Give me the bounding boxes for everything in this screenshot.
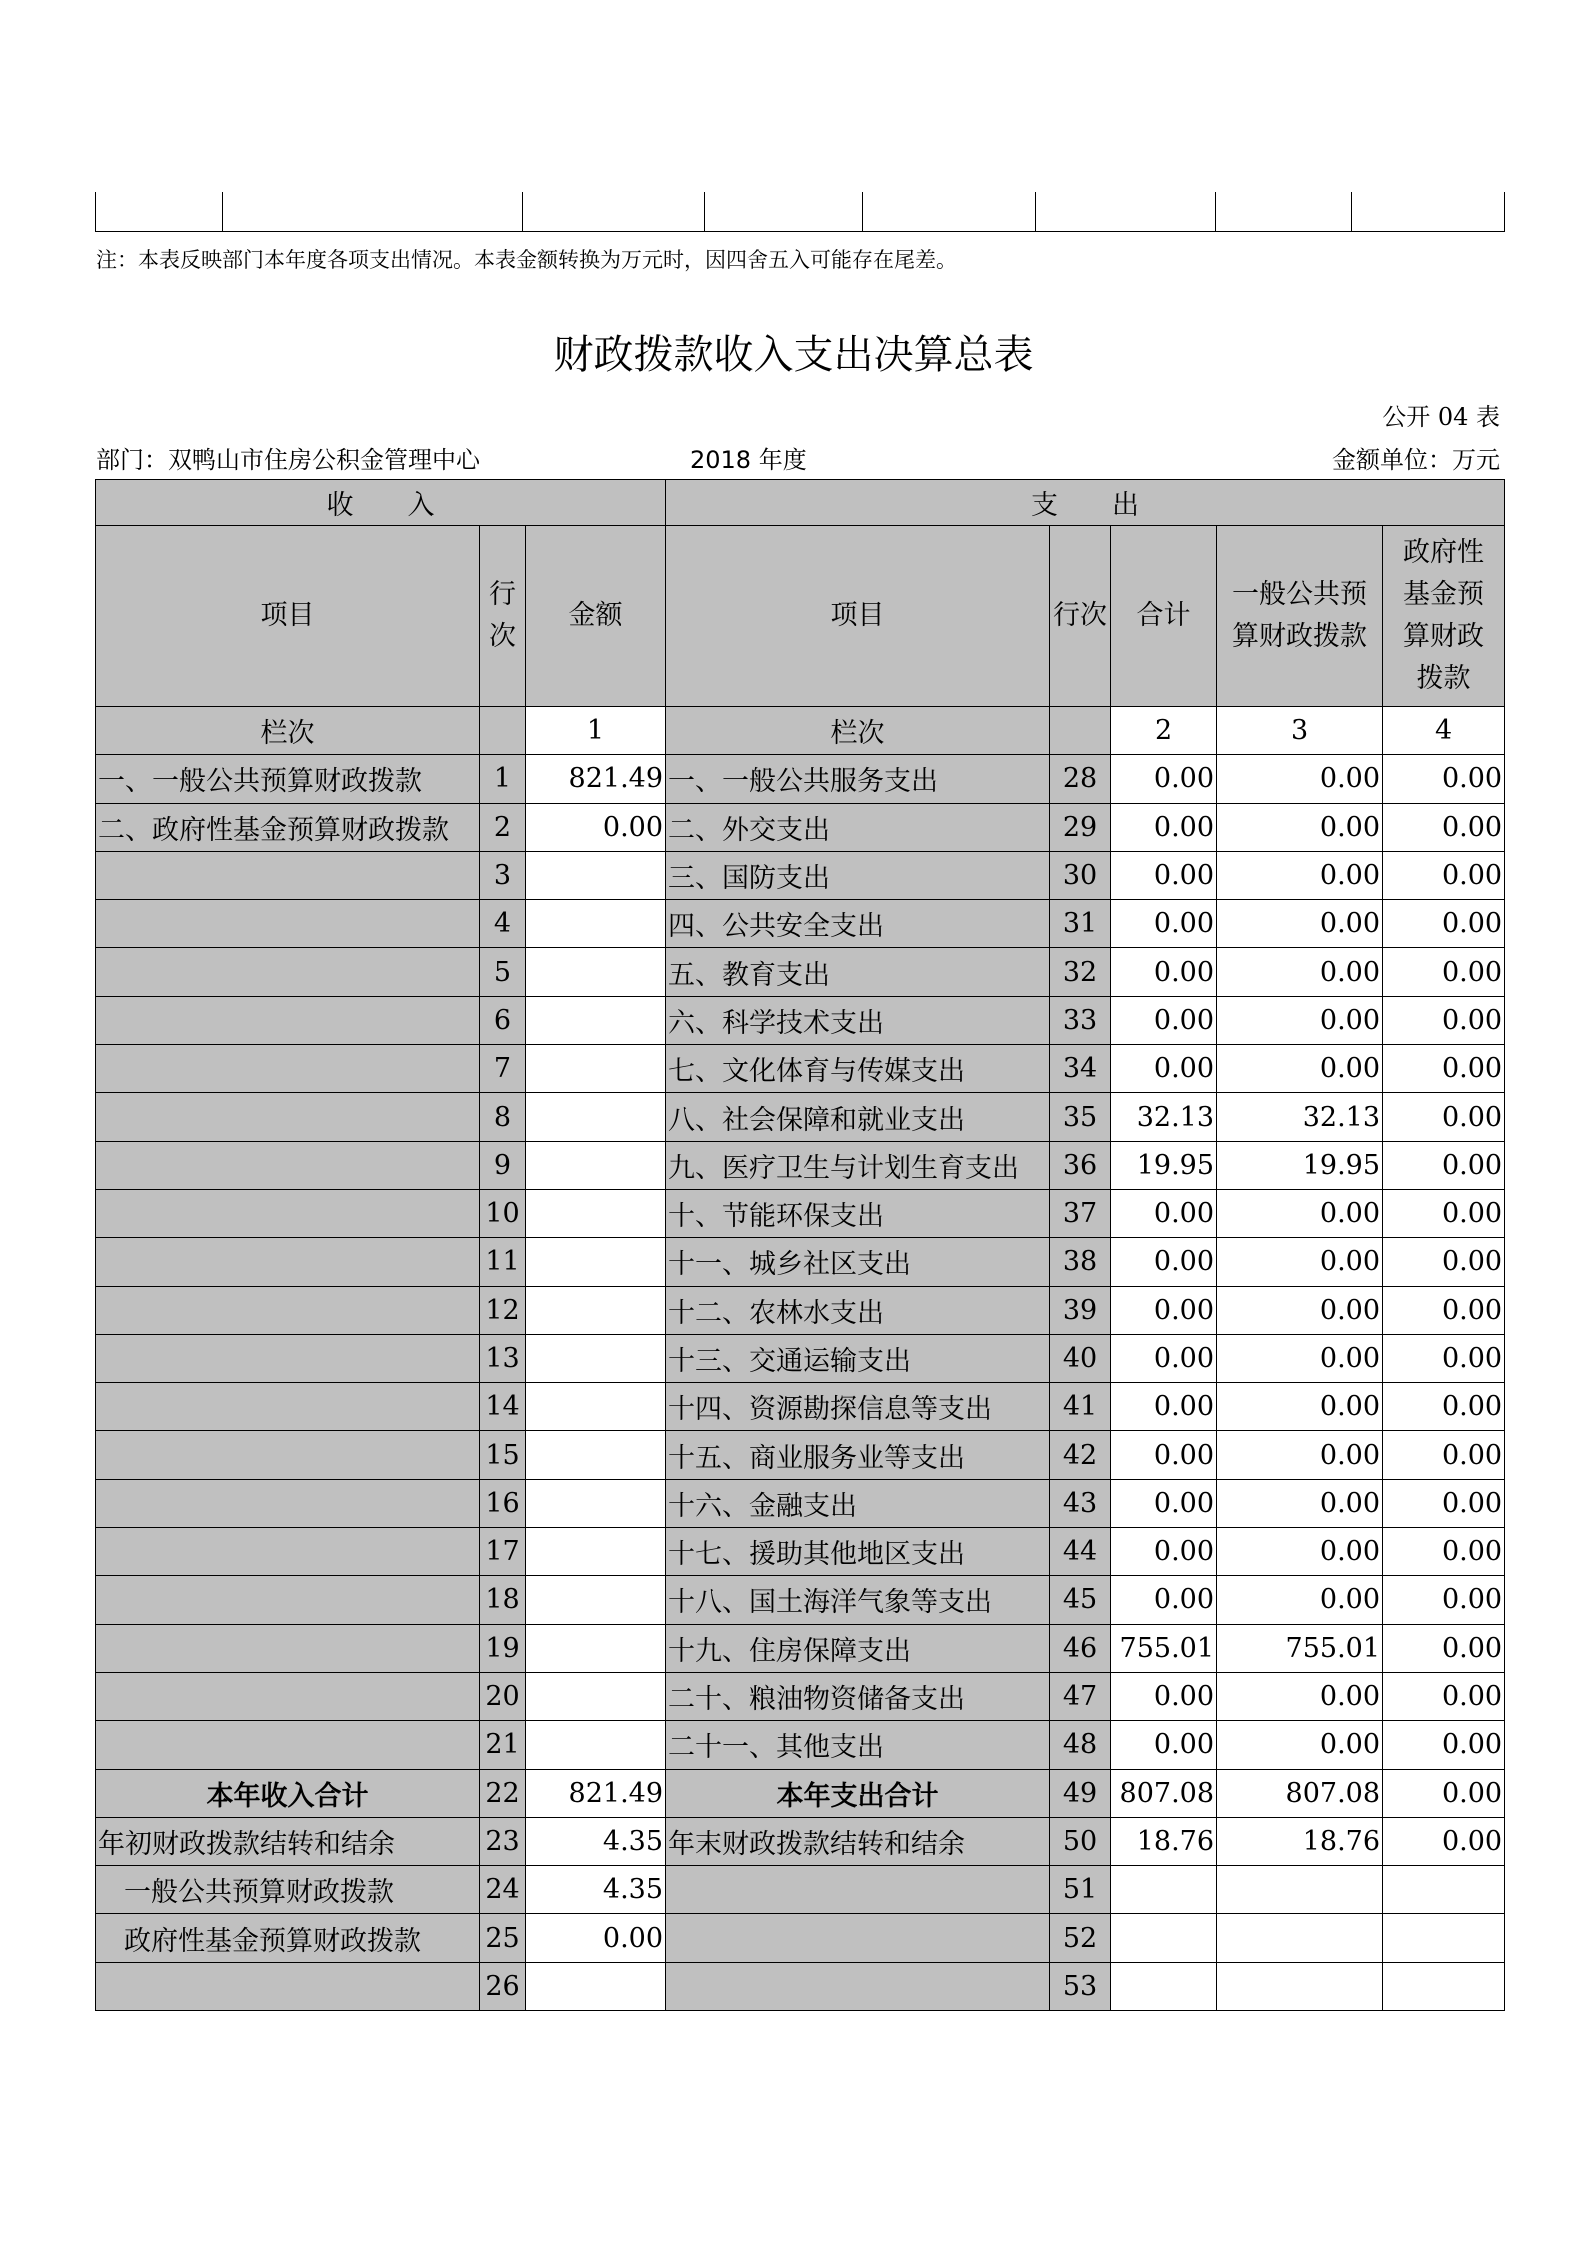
income-row-no: 11 (480, 1238, 526, 1286)
expense-item: 十七、援助其他地区支出 (666, 1528, 1050, 1576)
expense-row-no: 36 (1050, 1141, 1111, 1189)
income-item (96, 851, 480, 899)
expense-total: 0.00 (1111, 1383, 1217, 1431)
expense-row-no: 34 (1050, 1045, 1111, 1093)
income-row-no: 16 (480, 1479, 526, 1527)
expense-total: 0.00 (1111, 1045, 1217, 1093)
lanci-label: 栏次 (96, 707, 480, 755)
expense-general: 0.00 (1217, 996, 1383, 1044)
income-item: 一、一般公共预算财政拨款 (96, 755, 480, 803)
expense-general: 0.00 (1217, 755, 1383, 803)
expense-general: 0.00 (1217, 1238, 1383, 1286)
expense-general: 0.00 (1217, 900, 1383, 948)
income-amount (526, 1093, 666, 1141)
expense-row-no: 38 (1050, 1238, 1111, 1286)
expense-item: 二、外交支出 (666, 803, 1050, 851)
expense-total: 0.00 (1111, 996, 1217, 1044)
income-row-no: 5 (480, 948, 526, 996)
income-amount (526, 1383, 666, 1431)
expense-fund: 0.00 (1383, 1431, 1505, 1479)
income-amount (526, 1576, 666, 1624)
expense-total: 755.01 (1111, 1624, 1217, 1672)
income-amount (526, 1431, 666, 1479)
expense-row-no: 45 (1050, 1576, 1111, 1624)
expense-fund: 0.00 (1383, 1817, 1505, 1865)
expense-total: 0.00 (1111, 803, 1217, 851)
expense-row-no: 32 (1050, 948, 1111, 996)
expense-total: 0.00 (1111, 1576, 1217, 1624)
expense-item: 十、节能环保支出 (666, 1189, 1050, 1237)
income-row-no: 2 (480, 803, 526, 851)
expense-item: 三、国防支出 (666, 851, 1050, 899)
expense-row-no: 37 (1050, 1189, 1111, 1237)
income-amount: 0.00 (526, 1914, 666, 1962)
expense-item: 五、教育支出 (666, 948, 1050, 996)
income-item (96, 1624, 480, 1672)
expense-fund: 0.00 (1383, 803, 1505, 851)
income-item: 政府性基金预算财政拨款 (96, 1914, 480, 1962)
expense-total: 19.95 (1111, 1141, 1217, 1189)
year-label: 2018 年度 (690, 446, 807, 474)
table-row (96, 1238, 1505, 1286)
expense-row-no: 28 (1050, 755, 1111, 803)
expense-fund: 0.00 (1383, 948, 1505, 996)
expense-row-no: 30 (1050, 851, 1111, 899)
income-row-no: 25 (480, 1914, 526, 1962)
expense-section-header: 支 出 (666, 480, 1505, 526)
expense-total (1111, 1962, 1217, 2010)
expense-row-no: 44 (1050, 1528, 1111, 1576)
expense-item (666, 1962, 1050, 2010)
expense-total: 0.00 (1111, 1334, 1217, 1382)
expense-item: 十九、住房保障支出 (666, 1624, 1050, 1672)
expense-total-general: 807.08 (1217, 1769, 1383, 1817)
col-income-item: 项目 (96, 526, 480, 707)
lanci-4: 4 (1383, 707, 1505, 755)
expense-general (1217, 1866, 1383, 1914)
expense-total: 0.00 (1111, 1672, 1217, 1720)
table-row (96, 1721, 1505, 1769)
expense-total: 0.00 (1111, 1189, 1217, 1237)
expense-fund: 0.00 (1383, 1576, 1505, 1624)
income-row-no: 1 (480, 755, 526, 803)
income-item: 二、政府性基金预算财政拨款 (96, 803, 480, 851)
fiscal-summary-table (95, 479, 1505, 2011)
expense-row-no: 47 (1050, 1672, 1111, 1720)
expense-total: 0.00 (1111, 1238, 1217, 1286)
expense-fund: 0.00 (1383, 1479, 1505, 1527)
expense-total (1111, 1866, 1217, 1914)
income-row-no: 9 (480, 1141, 526, 1189)
expense-general: 19.95 (1217, 1141, 1383, 1189)
income-item (96, 1093, 480, 1141)
expense-item: 十四、资源勘探信息等支出 (666, 1383, 1050, 1431)
lanci-label: 栏次 (666, 707, 1050, 755)
expense-fund: 0.00 (1383, 1383, 1505, 1431)
table-row (96, 1576, 1505, 1624)
col-general-budget: 一般公共预算财政拨款 (1217, 526, 1383, 707)
expense-total: 0.00 (1111, 851, 1217, 899)
expense-item: 八、社会保障和就业支出 (666, 1093, 1050, 1141)
income-item (96, 948, 480, 996)
expense-total-fund: 0.00 (1383, 1769, 1505, 1817)
expense-general (1217, 1962, 1383, 2010)
income-amount (526, 1334, 666, 1382)
form-code: 公开 04 表 (1382, 403, 1500, 431)
income-item (96, 1238, 480, 1286)
expense-item: 九、医疗卫生与计划生育支出 (666, 1141, 1050, 1189)
previous-table-fragment (95, 192, 1505, 232)
expense-fund (1383, 1914, 1505, 1962)
expense-fund: 0.00 (1383, 1238, 1505, 1286)
expense-fund: 0.00 (1383, 900, 1505, 948)
income-item (96, 1672, 480, 1720)
expense-general: 0.00 (1217, 1721, 1383, 1769)
expense-total: 0.00 (1111, 948, 1217, 996)
income-row-no: 24 (480, 1866, 526, 1914)
expense-row-no: 42 (1050, 1431, 1111, 1479)
expense-row-no: 41 (1050, 1383, 1111, 1431)
expense-item: 六、科学技术支出 (666, 996, 1050, 1044)
table-row (96, 1914, 1505, 1962)
income-item (96, 1286, 480, 1334)
income-amount (526, 1045, 666, 1093)
department-label: 部门：双鸭山市住房公积金管理中心 (96, 446, 480, 474)
income-row-no: 20 (480, 1672, 526, 1720)
expense-item (666, 1914, 1050, 1962)
income-item (96, 900, 480, 948)
expense-row-no: 46 (1050, 1624, 1111, 1672)
income-amount (526, 1721, 666, 1769)
income-amount (526, 1286, 666, 1334)
expense-item: 十五、商业服务业等支出 (666, 1431, 1050, 1479)
income-item (96, 1528, 480, 1576)
expense-total: 32.13 (1111, 1093, 1217, 1141)
income-section-header: 收 入 (96, 480, 666, 526)
page-title: 财政拨款收入支出决算总表 (553, 332, 1034, 378)
expense-total: 0.00 (1111, 1721, 1217, 1769)
expense-item: 二十一、其他支出 (666, 1721, 1050, 1769)
income-item (96, 1721, 480, 1769)
expense-row-no: 43 (1050, 1479, 1111, 1527)
expense-general: 0.00 (1217, 1528, 1383, 1576)
expense-fund: 0.00 (1383, 1189, 1505, 1237)
income-amount: 4.35 (526, 1817, 666, 1865)
table-row (96, 948, 1505, 996)
expense-general: 0.00 (1217, 851, 1383, 899)
table-row (96, 1431, 1505, 1479)
table-row (96, 1479, 1505, 1527)
income-amount (526, 1479, 666, 1527)
income-amount: 821.49 (526, 755, 666, 803)
income-row-no: 3 (480, 851, 526, 899)
income-total-amount: 821.49 (526, 1769, 666, 1817)
table-row (96, 1093, 1505, 1141)
expense-item: 十三、交通运输支出 (666, 1334, 1050, 1382)
income-row-no: 12 (480, 1286, 526, 1334)
income-amount (526, 1624, 666, 1672)
income-amount (526, 996, 666, 1044)
expense-general: 0.00 (1217, 1672, 1383, 1720)
totals-row (96, 1769, 1505, 1817)
table-row (96, 1141, 1505, 1189)
expense-item: 七、文化体育与传媒支出 (666, 1045, 1050, 1093)
expense-general: 0.00 (1217, 1334, 1383, 1382)
expense-row-no: 51 (1050, 1866, 1111, 1914)
expense-row-no: 35 (1050, 1093, 1111, 1141)
expense-row-no: 40 (1050, 1334, 1111, 1382)
income-amount (526, 948, 666, 996)
expense-fund: 0.00 (1383, 1141, 1505, 1189)
expense-row-no: 53 (1050, 1962, 1111, 2010)
table-row (96, 755, 1505, 803)
income-amount (526, 900, 666, 948)
col-expense-row-no: 行次 (1050, 526, 1111, 707)
table-row (96, 1528, 1505, 1576)
expense-fund: 0.00 (1383, 1093, 1505, 1141)
income-item (96, 1576, 480, 1624)
income-amount (526, 1189, 666, 1237)
expense-total: 0.00 (1111, 1528, 1217, 1576)
expense-total-sum: 807.08 (1111, 1769, 1217, 1817)
income-item: 一般公共预算财政拨款 (96, 1866, 480, 1914)
col-expense-item: 项目 (666, 526, 1050, 707)
income-row-no: 23 (480, 1817, 526, 1865)
expense-item (666, 1866, 1050, 1914)
income-amount: 0.00 (526, 803, 666, 851)
expense-fund: 0.00 (1383, 1045, 1505, 1093)
expense-total-no: 49 (1050, 1769, 1111, 1817)
table-note: 注：本表反映部门本年度各项支出情况。本表金额转换为万元时，因四舍五入可能存在尾差。 (96, 248, 957, 272)
expense-general: 0.00 (1217, 1286, 1383, 1334)
expense-fund: 0.00 (1383, 1721, 1505, 1769)
expense-general: 0.00 (1217, 1479, 1383, 1527)
table-row (96, 803, 1505, 851)
income-row-no: 26 (480, 1962, 526, 2010)
expense-general: 0.00 (1217, 948, 1383, 996)
income-row-no: 7 (480, 1045, 526, 1093)
income-amount (526, 851, 666, 899)
income-row-no: 6 (480, 996, 526, 1044)
table-row (96, 1624, 1505, 1672)
income-row-no: 15 (480, 1431, 526, 1479)
table-row (96, 900, 1505, 948)
income-row-no: 19 (480, 1624, 526, 1672)
expense-item: 十六、金融支出 (666, 1479, 1050, 1527)
expense-general: 0.00 (1217, 803, 1383, 851)
expense-item: 四、公共安全支出 (666, 900, 1050, 948)
expense-row-no: 48 (1050, 1721, 1111, 1769)
income-row-no: 13 (480, 1334, 526, 1382)
income-item (96, 1383, 480, 1431)
lanci-3: 3 (1217, 707, 1383, 755)
income-amount (526, 1528, 666, 1576)
table-row (96, 1962, 1505, 2010)
expense-general: 18.76 (1217, 1817, 1383, 1865)
income-amount (526, 1672, 666, 1720)
expense-fund: 0.00 (1383, 755, 1505, 803)
table-row (96, 1383, 1505, 1431)
income-item: 年初财政拨款结转和结余 (96, 1817, 480, 1865)
expense-item: 十二、农林水支出 (666, 1286, 1050, 1334)
income-row-no: 8 (480, 1093, 526, 1141)
expense-general: 0.00 (1217, 1383, 1383, 1431)
expense-item: 十八、国土海洋气象等支出 (666, 1576, 1050, 1624)
income-item (96, 1431, 480, 1479)
expense-total: 0.00 (1111, 755, 1217, 803)
col-total: 合计 (1111, 526, 1217, 707)
expense-total: 18.76 (1111, 1817, 1217, 1865)
expense-total: 0.00 (1111, 1286, 1217, 1334)
income-item (96, 1479, 480, 1527)
income-amount: 4.35 (526, 1866, 666, 1914)
col-fund-budget: 政府性基金预算财政拨款 (1383, 526, 1505, 707)
table-row (96, 1866, 1505, 1914)
expense-general: 0.00 (1217, 1431, 1383, 1479)
expense-row-no: 50 (1050, 1817, 1111, 1865)
lanci-1: 1 (526, 707, 666, 755)
expense-fund: 0.00 (1383, 851, 1505, 899)
expense-item: 十一、城乡社区支出 (666, 1238, 1050, 1286)
expense-fund: 0.00 (1383, 1624, 1505, 1672)
income-amount (526, 1141, 666, 1189)
income-amount (526, 1962, 666, 2010)
expense-row-no: 31 (1050, 900, 1111, 948)
income-amount (526, 1238, 666, 1286)
expense-general: 32.13 (1217, 1093, 1383, 1141)
expense-fund: 0.00 (1383, 1528, 1505, 1576)
income-row-no: 10 (480, 1189, 526, 1237)
expense-fund: 0.00 (1383, 1286, 1505, 1334)
expense-general: 755.01 (1217, 1624, 1383, 1672)
expense-fund: 0.00 (1383, 1672, 1505, 1720)
lanci-2: 2 (1111, 707, 1217, 755)
income-item (96, 1189, 480, 1237)
expense-fund (1383, 1962, 1505, 2010)
col-income-amount: 金额 (526, 526, 666, 707)
expense-row-no: 29 (1050, 803, 1111, 851)
income-item (96, 1962, 480, 2010)
expense-total: 0.00 (1111, 1431, 1217, 1479)
table-row (96, 1045, 1505, 1093)
income-total-label: 本年收入合计 (96, 1769, 480, 1817)
expense-item: 一、一般公共服务支出 (666, 755, 1050, 803)
income-row-no: 4 (480, 900, 526, 948)
expense-fund: 0.00 (1383, 1334, 1505, 1382)
expense-general: 0.00 (1217, 1045, 1383, 1093)
table-row (96, 1672, 1505, 1720)
expense-item: 二十、粮油物资储备支出 (666, 1672, 1050, 1720)
income-item (96, 996, 480, 1044)
expense-row-no: 39 (1050, 1286, 1111, 1334)
income-row-no: 18 (480, 1576, 526, 1624)
income-item (96, 1141, 480, 1189)
col-income-row-no: 行次 (480, 526, 526, 707)
expense-general: 0.00 (1217, 1576, 1383, 1624)
expense-fund (1383, 1866, 1505, 1914)
expense-general: 0.00 (1217, 1189, 1383, 1237)
table-row (96, 1189, 1505, 1237)
unit-label: 金额单位：万元 (1332, 446, 1500, 474)
table-row (96, 1817, 1505, 1865)
table-row (96, 996, 1505, 1044)
expense-item: 年末财政拨款结转和结余 (666, 1817, 1050, 1865)
expense-row-no: 33 (1050, 996, 1111, 1044)
income-row-no: 17 (480, 1528, 526, 1576)
expense-general (1217, 1914, 1383, 1962)
income-row-no: 14 (480, 1383, 526, 1431)
expense-total-label: 本年支出合计 (666, 1769, 1050, 1817)
table-row (96, 851, 1505, 899)
expense-total (1111, 1914, 1217, 1962)
income-total-no: 22 (480, 1769, 526, 1817)
expense-row-no: 52 (1050, 1914, 1111, 1962)
table-row (96, 1286, 1505, 1334)
income-item (96, 1045, 480, 1093)
table-row (96, 1334, 1505, 1382)
expense-fund: 0.00 (1383, 996, 1505, 1044)
expense-total: 0.00 (1111, 900, 1217, 948)
expense-total: 0.00 (1111, 1479, 1217, 1527)
income-item (96, 1334, 480, 1382)
income-row-no: 21 (480, 1721, 526, 1769)
